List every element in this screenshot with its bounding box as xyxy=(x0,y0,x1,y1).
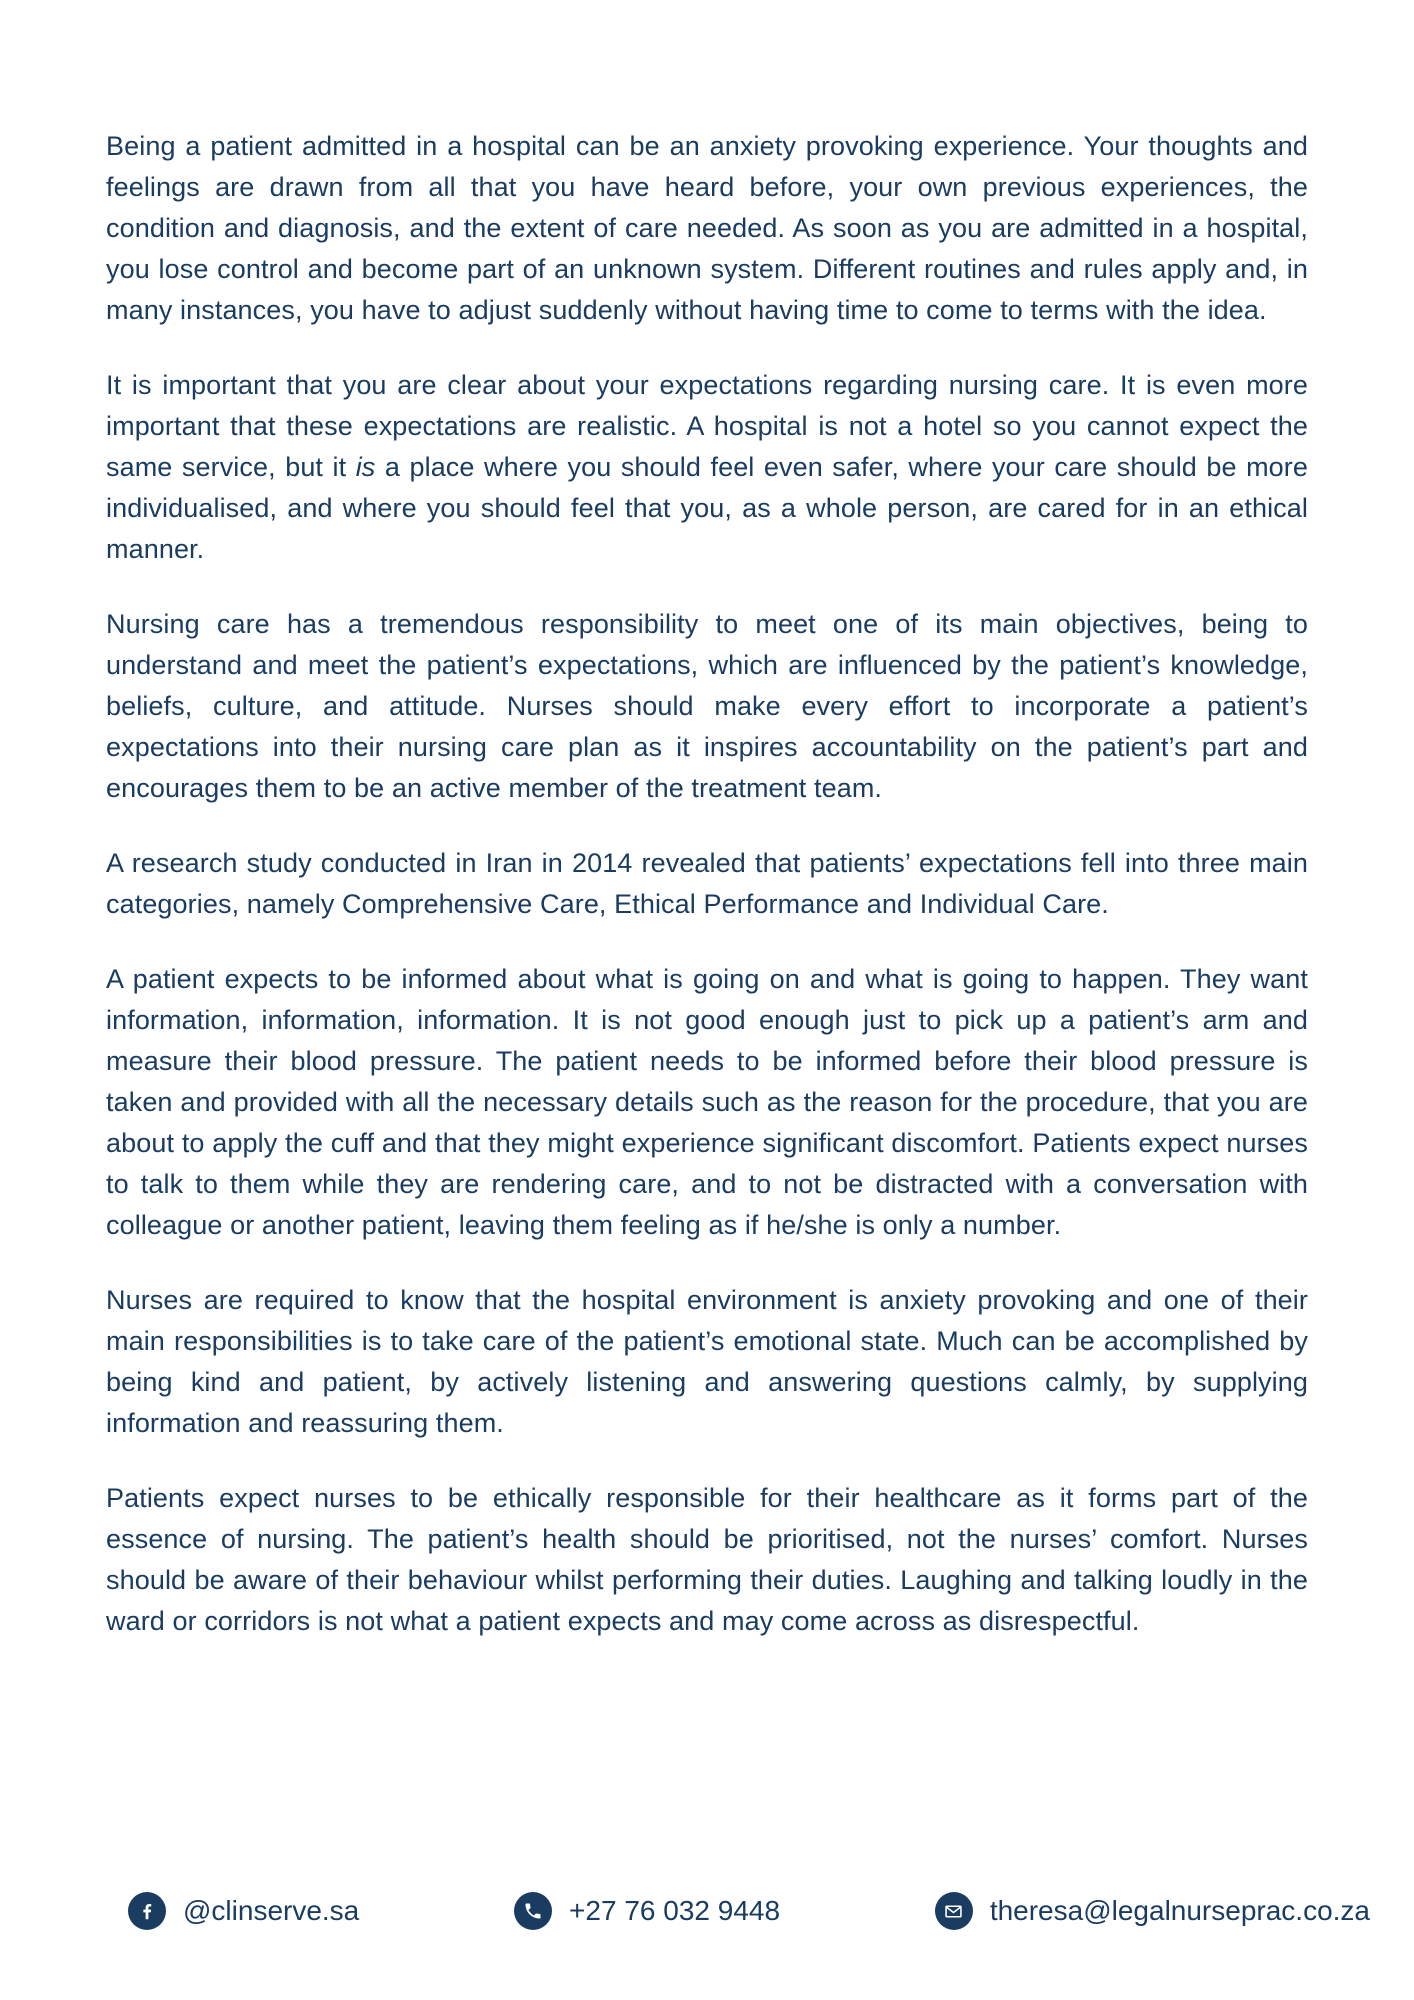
contact-footer xyxy=(0,1892,1414,1930)
facebook-contact[interactable] xyxy=(128,1892,359,1930)
paragraph: Patients expect nurses to be ethically responsible for their healthcare as it forms part of the essence of nursing. The patient’s health should be prioritised, not the nurses’ comfort. Nurses should be aware of their behaviour whilst performing their duties. Laughing and talking loudly in the ward or corridors is not what a patient expects and may come across as disrespectful. xyxy=(106,1483,1308,1636)
document-body xyxy=(106,126,1308,1676)
email-contact[interactable] xyxy=(935,1892,1370,1930)
paragraph: Being a patient admitted in a hospital can be an anxiety provoking experience. Your thoughts and feelings are drawn from all that you have heard before, your own previous experiences, the condition and diagnosis, and the extent of care needed. As soon as you are admitted in a hospital, you lose control and become part of an unknown system. Different routines and rules apply and, in many instances, you have to adjust suddenly without having time to come to terms with the idea. xyxy=(106,131,1308,325)
phone-number: +27 76 032 9448 xyxy=(569,1895,781,1926)
paragraph: A patient expects to be informed about what is going on and what is going to happen. They want information, information, information. It is not good enough just to pick up a patient’s arm and measure their blood pressure. The patient needs to be informed before their blood pressure is taken and provided with all the necessary details such as the reason for the procedure, that you are about to apply the cuff and that they might experience significant discomfort. Patients expect nurses to talk to them while they are rendering care, and to not be distracted with a conversation with colleague or another patient, leaving them feeling as if he/she is only a number. xyxy=(106,964,1308,1240)
phone-contact[interactable] xyxy=(514,1892,780,1930)
paragraph: Nursing care has a tremendous responsibility to meet one of its main objectives, being to understand and meet the patient’s expectations, which are influenced by the patient’s knowledge, beliefs, culture, and attitude. Nurses should make every effort to incorporate a patient’s expectations into their nursing care plan as it inspires accountability on the patient’s part and encourages them to be an active member of the treatment team. xyxy=(106,609,1308,803)
paragraph: A research study conducted in Iran in 2014 revealed that patients’ expectations fell into three main categories, namely Comprehensive Care, Ethical Performance and Individual Care. xyxy=(106,848,1308,919)
email-address: theresa@legalnurseprac.co.za xyxy=(989,1895,1370,1926)
paragraph: Nurses are required to know that the hospital environment is anxiety provoking and one of their main responsibilities is to take care of the patient’s emotional state. Much can be accomplished by being kind and patient, by actively listening and answering questions calmly, by supplying information and reassuring them. xyxy=(106,1285,1308,1438)
facebook-icon xyxy=(128,1892,166,1930)
facebook-handle: @clinserve.sa xyxy=(183,1895,360,1926)
phone-icon xyxy=(514,1892,552,1930)
paragraph: It is important that you are clear about your expectations regarding nursing care. It is even more important that these expectations are realistic. A hospital is not a hotel so you cannot expect the same service, but it is a place where you should feel even safer, where your care should be more individualised, and where you should feel that you, as a whole person, are cared for in an ethical manner. xyxy=(106,370,1309,564)
email-icon xyxy=(935,1892,973,1930)
